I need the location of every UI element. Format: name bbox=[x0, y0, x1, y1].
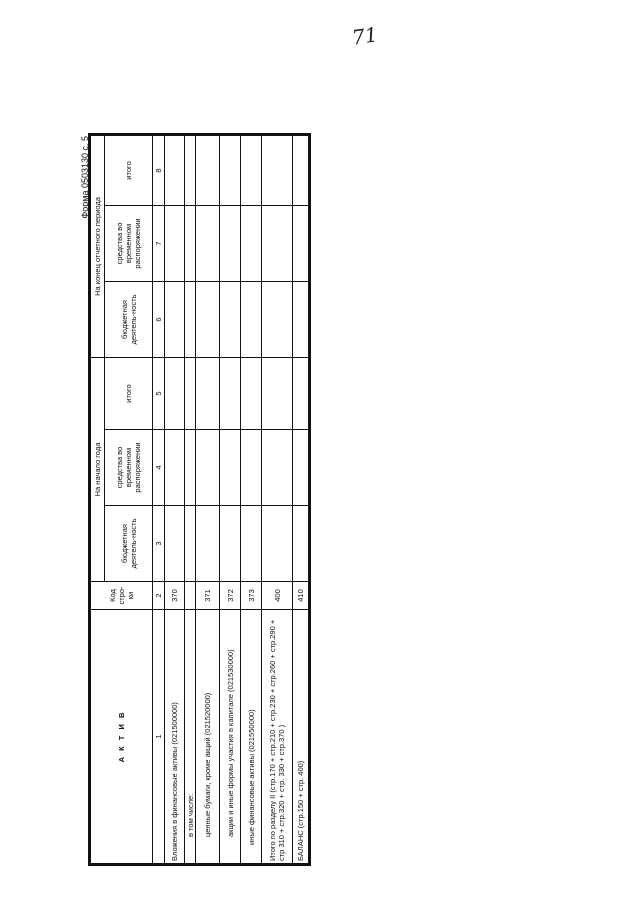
rotated-balance-table-block bbox=[80, 136, 308, 864]
row-code: 371 bbox=[196, 582, 220, 610]
header-temporary-end: средства во временном распоряжении bbox=[105, 205, 153, 281]
row-code: 400 bbox=[262, 582, 293, 610]
header-end-period: На конец отчетного периода bbox=[91, 135, 105, 357]
column-number: 7 bbox=[153, 205, 165, 281]
header-budget-end: бюджетная деятель-ность bbox=[105, 281, 153, 357]
header-aktiv: А К Т И В bbox=[91, 610, 153, 864]
table-row bbox=[196, 135, 220, 863]
balance-table bbox=[90, 135, 309, 864]
row-label: Вложения в финансовые активы (021500000) bbox=[165, 610, 185, 864]
column-number: 5 bbox=[153, 357, 165, 429]
column-number: 3 bbox=[153, 506, 165, 582]
column-number: 2 bbox=[153, 582, 165, 610]
page-number: 71 bbox=[350, 22, 379, 50]
header-budget-start: бюджетная деятель-ность bbox=[105, 506, 153, 582]
form-label: Форма 0503130 с. 5 bbox=[80, 136, 90, 219]
row-label: акции и иные формы участия в капитале (021530000) bbox=[220, 610, 241, 864]
column-number: 6 bbox=[153, 281, 165, 357]
column-number: 1 bbox=[153, 610, 165, 864]
row-code: 372 bbox=[220, 582, 241, 610]
header-temporary-start: средства во временном распоряжении bbox=[105, 430, 153, 506]
row-code: 410 bbox=[293, 582, 309, 610]
table-row bbox=[241, 135, 262, 863]
column-number: 4 bbox=[153, 430, 165, 506]
row-label: в том числе: bbox=[185, 610, 196, 864]
header-start-period: На начало года bbox=[91, 357, 105, 581]
row-label: иные финансовые активы (021550000) bbox=[241, 610, 262, 864]
row-label: БАЛАНС (стр.150 + стр. 400) bbox=[293, 610, 309, 864]
table-row bbox=[220, 135, 241, 863]
table-row bbox=[293, 135, 309, 863]
table-row bbox=[165, 135, 185, 863]
table-row bbox=[262, 135, 293, 863]
header-code: Код стро-ки bbox=[91, 582, 153, 610]
row-code bbox=[185, 582, 196, 610]
header-total-start: итого bbox=[105, 357, 153, 429]
row-code: 370 bbox=[165, 582, 185, 610]
row-label: Итого по разделу II (стр.170 + стр.210 + стр.230 + стр.260 + стр.290 + стр 310 + стр.320 + стр. 330 + стр.370 ) bbox=[262, 610, 293, 864]
row-label: ценные бумаги, кроме акций (021520000) bbox=[196, 610, 220, 864]
column-number: 8 bbox=[153, 135, 165, 205]
header-total-end: итого bbox=[105, 135, 153, 205]
row-code: 373 bbox=[241, 582, 262, 610]
table-row bbox=[185, 135, 196, 863]
column-number-row bbox=[153, 135, 165, 863]
